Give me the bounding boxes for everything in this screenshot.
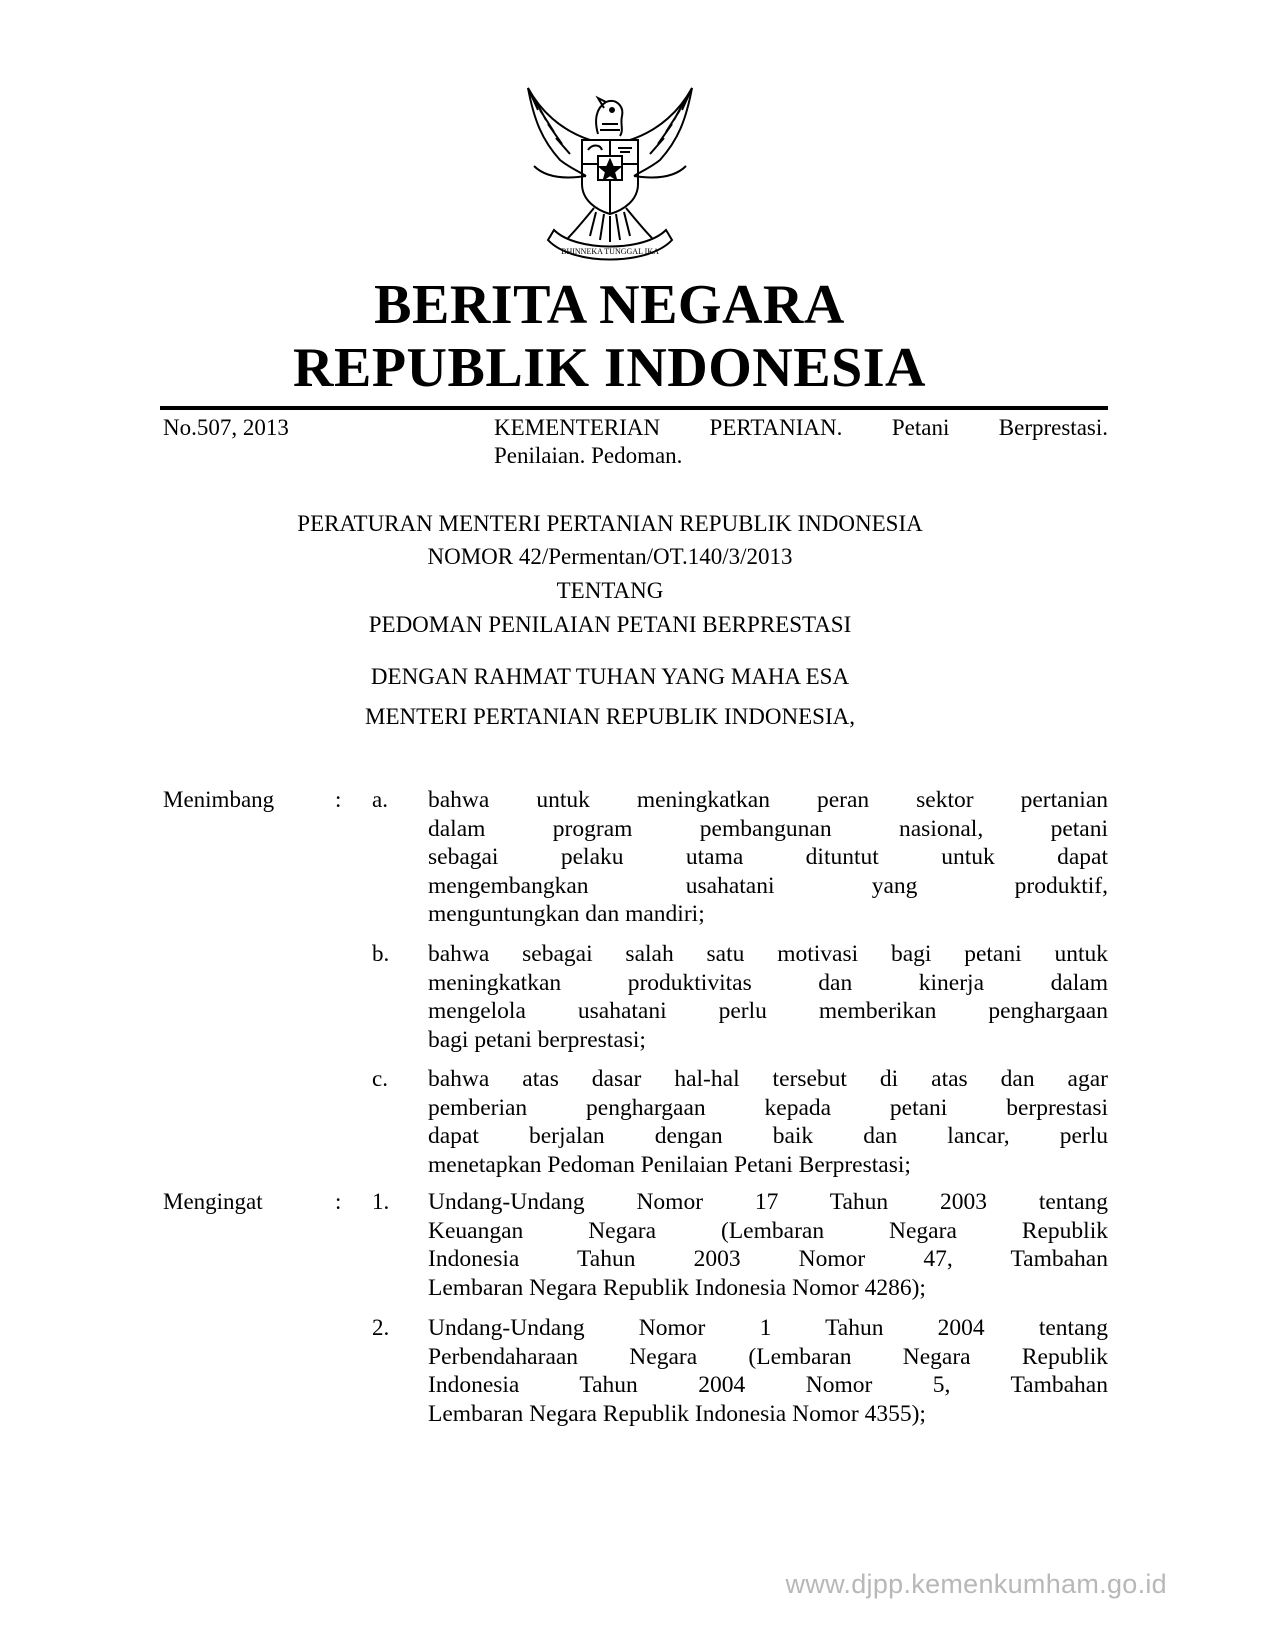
gazette-title-line2: REPUBLIK INDONESIA (293, 337, 926, 399)
text-line: dapat berjalan dengan baik dan lancar, perlu (428, 1123, 1108, 1149)
text-line: Indonesia Tahun 2004 Nomor 5, Tambahan (428, 1372, 1108, 1398)
text-line: bagi petani berprestasi; (428, 1026, 646, 1053)
text-line: dalam program pembangunan nasional, petani (428, 815, 1108, 842)
text-line: bahwa sebagai salah satu motivasi bagi petani untuk (428, 941, 1108, 967)
text-line: Lembaran Negara Republik Indonesia Nomor 4286); (428, 1274, 926, 1301)
text-line: bahwa untuk meningkatkan peran sektor pertanian (428, 787, 1108, 813)
text-line: Lembaran Negara Republik Indonesia Nomor 4355); (428, 1400, 926, 1427)
regulation-title: PERATURAN MENTERI PERTANIAN REPUBLIK INDONESIA (297, 511, 923, 536)
svg-text:BHINNEKA TUNGGAL IKA: BHINNEKA TUNGGAL IKA (561, 247, 659, 256)
text-line: menetapkan Pedoman Penilaian Petani Berprestasi; (428, 1151, 911, 1178)
gazette-subject (494, 414, 1108, 470)
gazette-number: No.507, 2013 (163, 415, 289, 440)
menimbang-item-a (428, 786, 1108, 929)
mengingat-item-2 (428, 1314, 1108, 1428)
preamble-line: DENGAN RAHMAT TUHAN YANG MAHA ESA (370, 664, 850, 689)
text-line: Undang-Undang Nomor 17 Tahun 2003 tentang (428, 1189, 1108, 1215)
text-line: Keuangan Negara (Lembaran Negara Republik (428, 1217, 1108, 1244)
menimbang-item-b (428, 940, 1108, 1054)
menimbang-item-c (428, 1065, 1108, 1179)
subject-line: KEMENTERIAN PERTANIAN. Petani Berprestasi. (494, 415, 1108, 440)
regulation-subject: PEDOMAN PENILAIAN PETANI BERPRESTASI (368, 612, 852, 637)
text-line: meningkatkan produktivitas dan kinerja dalam (428, 969, 1108, 996)
item-marker: c. (372, 1066, 388, 1091)
text-line: Undang-Undang Nomor 1 Tahun 2004 tentang (428, 1315, 1108, 1341)
text-line: mengelola usahatani perlu memberikan penghargaan (428, 998, 1108, 1024)
mengingat-colon: : (335, 1189, 342, 1214)
text-line: bahwa atas dasar hal-hal tersebut di atas dan agar (428, 1066, 1108, 1092)
item-marker: 2. (372, 1315, 390, 1340)
text-line: pemberian penghargaan kepada petani berprestasi (428, 1094, 1108, 1121)
minister-line: MENTERI PERTANIAN REPUBLIK INDONESIA, (365, 704, 855, 729)
menimbang-label: Menimbang (163, 787, 275, 812)
source-watermark: www.djpp.kemenkumham.go.id (785, 1569, 1167, 1599)
menimbang-colon: : (335, 787, 342, 812)
item-marker: b. (372, 941, 390, 966)
item-marker: 1. (372, 1189, 390, 1214)
text-line: Indonesia Tahun 2003 Nomor 47, Tambahan (428, 1246, 1108, 1272)
regulation-about: TENTANG (556, 578, 664, 603)
regulation-number: NOMOR 42/Permentan/OT.140/3/2013 (427, 544, 793, 569)
item-marker: a. (372, 787, 388, 812)
mengingat-label: Mengingat (163, 1189, 263, 1214)
text-line: menguntungkan dan mandiri; (428, 901, 705, 927)
subject-line: Penilaian. Pedoman. (494, 443, 683, 468)
header-divider (160, 406, 1108, 410)
garuda-emblem (520, 80, 700, 272)
text-line: Perbendaharaan Negara (Lembaran Negara Republik (428, 1343, 1108, 1370)
text-line: mengembangkan usahatani yang produktif, (428, 872, 1108, 899)
gazette-title-line1: BERITA NEGARA (374, 274, 845, 336)
mengingat-item-1 (428, 1188, 1108, 1302)
text-line: sebagai pelaku utama dituntut untuk dapat (428, 844, 1108, 870)
